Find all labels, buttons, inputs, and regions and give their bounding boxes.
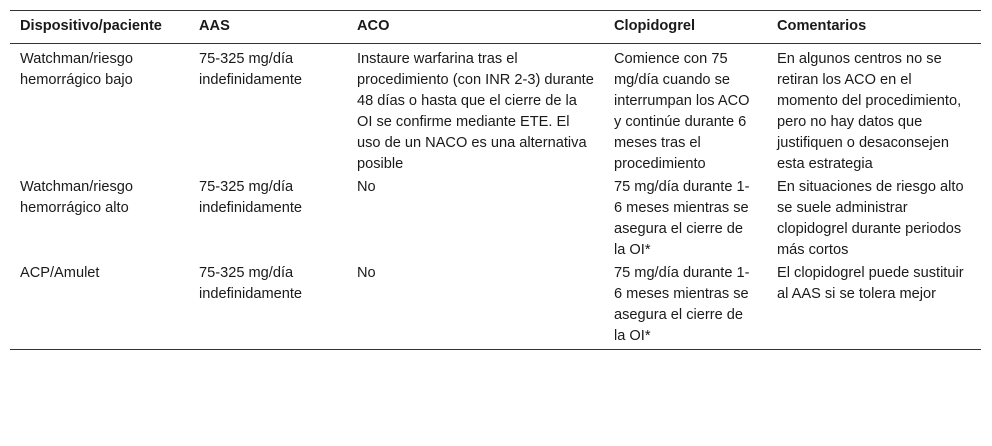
header-clopidogrel: Clopidogrel <box>614 18 696 34</box>
cell-aas: 75-325 mg/día indefinidamente <box>199 265 303 302</box>
header-aco: ACO <box>357 18 390 34</box>
cell-comments: En situaciones de riesgo alto se suele administrar clopidogrel durante periodos más cortos <box>777 179 964 258</box>
cell-device: Watchman/riesgo hemorrágico bajo <box>20 51 134 88</box>
header-device-patient: Dispositivo/paciente <box>20 18 162 34</box>
cell-device: ACP/Amulet <box>20 265 100 281</box>
cell-aas: 75-325 mg/día indefinidamente <box>199 179 303 216</box>
treatment-table-container <box>10 10 981 350</box>
table-header <box>10 11 981 44</box>
cell-aas: 75-325 mg/día indefinidamente <box>199 51 303 88</box>
cell-clopidogrel: 75 mg/día durante 1-6 meses mientras se asegura el cierre de la OI* <box>614 265 750 344</box>
header-row <box>10 11 981 44</box>
header-comments: Comentarios <box>777 18 867 34</box>
cell-clopidogrel: Comience con 75 mg/día cuando se interrumpan los ACO y continúe durante 6 meses tras el procedimiento <box>614 51 750 172</box>
cell-comments: El clopidogrel puede sustituir al AAS si se tolera mejor <box>777 265 964 302</box>
cell-clopidogrel: 75 mg/día durante 1-6 meses mientras se asegura el cierre de la OI* <box>614 179 750 258</box>
cell-device: Watchman/riesgo hemorrágico alto <box>20 179 134 216</box>
table-row <box>10 177 981 263</box>
cell-comments: En algunos centros no se retiran los ACO en el momento del procedimiento, pero no hay datos que justifiquen o desaconsejen esta estrategia <box>777 51 962 172</box>
cell-aco: No <box>357 179 376 195</box>
table-row <box>10 263 981 350</box>
cell-aco: Instaure warfarina tras el procedimiento (con INR 2-3) durante 48 días o hasta que el cierre de la OI se confirme mediante ETE. El uso de un NACO es una alternativa posible <box>357 51 594 172</box>
table-body <box>10 44 981 350</box>
header-aas: AAS <box>199 18 230 34</box>
antithrombotic-treatment-table <box>10 10 981 350</box>
table-row <box>10 44 981 178</box>
cell-aco: No <box>357 265 376 281</box>
